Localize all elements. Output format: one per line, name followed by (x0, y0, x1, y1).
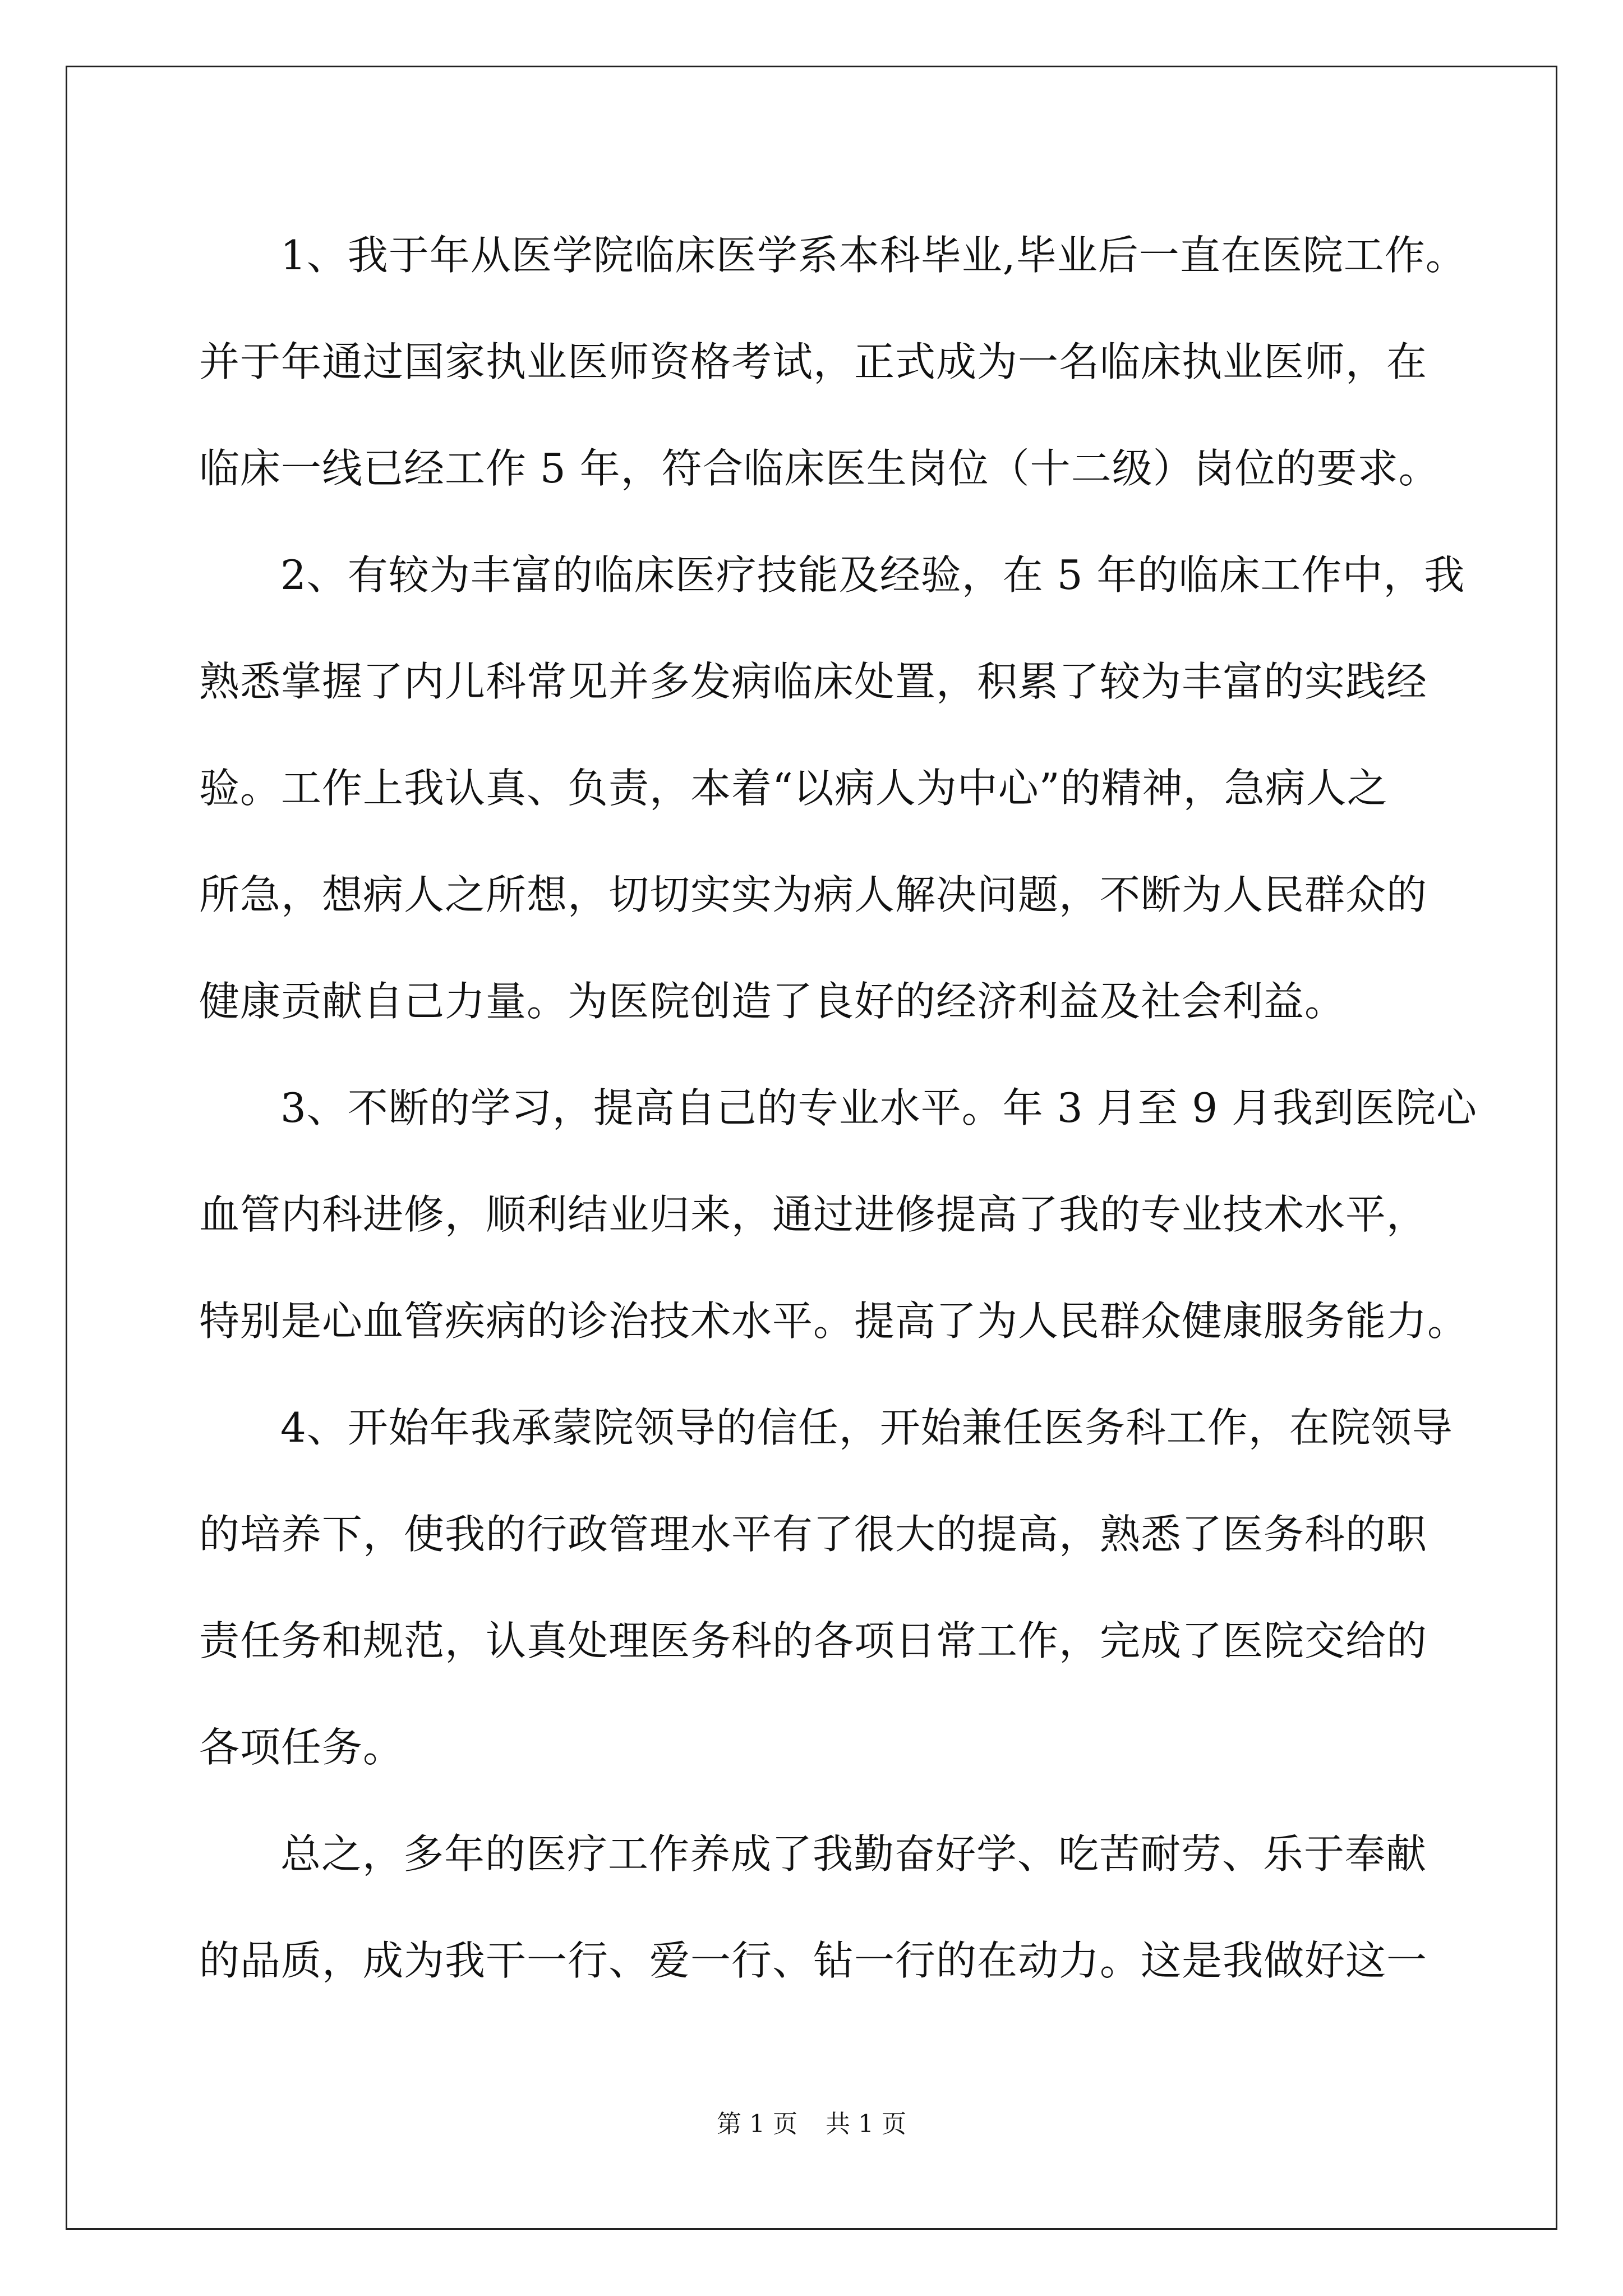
document-body (199, 202, 1477, 2014)
paragraph-4-line-2: 的培养下，使我的行政管理水平有了很大的提高，熟悉了医务科的职 (199, 1511, 1428, 1558)
paragraph-2-line-3: 验。工作上我认真、负责，本着“以病人为中心”的精神，急病人之 (199, 765, 1388, 812)
paragraph-1-line-1: 1、我于年从医学院临床医学系本科毕业,毕业后一直在医院工作。 (280, 232, 1467, 279)
paragraph-4-line-4: 各项任务。 (199, 1724, 404, 1771)
paragraph-2-line-1: 2、有较为丰富的临床医疗技能及经验，在 5 年的临床工作中，我 (280, 551, 1465, 599)
paragraph-1-line-3: 临床一线已经工作 5 年，符合临床医生岗位（十二级）岗位的要求。 (199, 445, 1440, 492)
paragraph-2-line-4: 所急，想病人之所想，切切实实为病人解决问题，不断为人民群众的 (199, 871, 1428, 918)
paragraph-4-line-1: 4、开始年我承蒙院领导的信任，开始兼任医务科工作，在院领导 (280, 1404, 1453, 1451)
paragraph-3-line-1: 3、不断的学习，提高自己的专业水平。年 3 月至 9 月我到医院心 (280, 1084, 1477, 1131)
paragraph-3-line-2: 血管内科进修，顺利结业归来，通过进修提高了我的专业技术水平， (199, 1191, 1428, 1238)
paragraph-4-line-3: 责任务和规范，认真处理医务科的各项日常工作，完成了医院交给的 (199, 1617, 1428, 1664)
paragraph-3-line-3: 特别是心血管疾病的诊治技术水平。提高了为人民群众健康服务能力。 (199, 1297, 1469, 1345)
page-footer (0, 2104, 1623, 2139)
page-number-total: 共 1 页 (826, 2110, 906, 2138)
paragraph-2-line-5: 健康贡献自己力量。为医院创造了良好的经济利益及社会利益。 (199, 978, 1346, 1025)
paragraph-2-line-2: 熟悉掌握了内儿科常见并多发病临床处置，积累了较为丰富的实践经 (199, 658, 1428, 705)
paragraph-5-line-2: 的品质，成为我干一行、爱一行、钻一行的在动力。这是我做好这一 (199, 1937, 1428, 1984)
page-number-current: 第 1 页 (717, 2110, 797, 2138)
paragraph-5-line-1: 总之，多年的医疗工作养成了我勤奋好学、吃苦耐劳、乐于奉献 (280, 1830, 1427, 1878)
paragraph-1-line-2: 并于年通过国家执业医师资格考试，正式成为一名临床执业医师，在 (199, 338, 1428, 385)
